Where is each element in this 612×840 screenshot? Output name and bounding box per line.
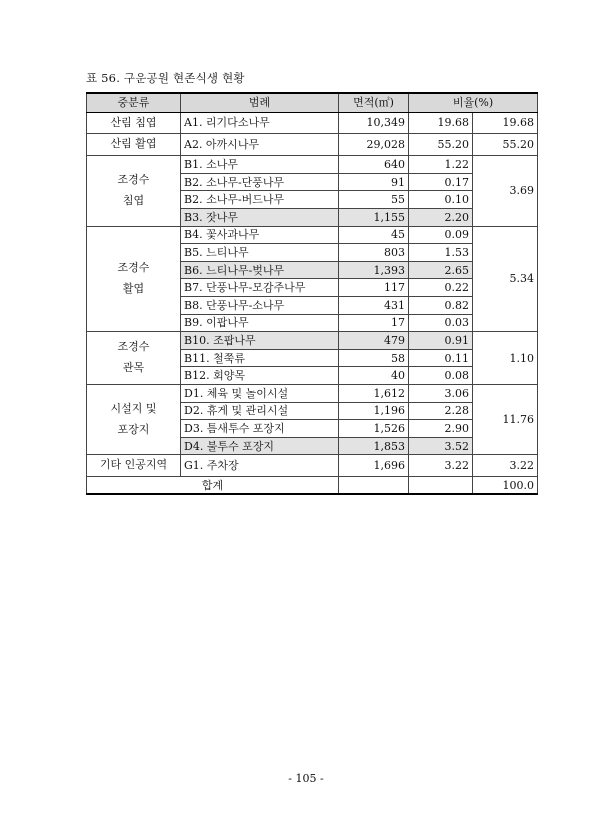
ratio-cell: 0.10 [409,191,473,209]
table-row [87,134,538,156]
category-cell: 산림 침엽 [87,112,181,134]
total-area-empty [339,477,409,495]
area-cell: 1,196 [339,402,409,420]
vegetation-table [86,92,538,495]
area-cell: 803 [339,244,409,262]
area-cell: 55 [339,191,409,209]
area-cell: 1,155 [339,209,409,227]
group-ratio-cell: 3.22 [473,455,538,477]
ratio-cell: 2.90 [409,420,473,438]
ratio-cell: 2.20 [409,209,473,227]
ratio-cell: 2.28 [409,402,473,420]
legend-cell: B6. 느티나무-벚나무 [181,261,339,279]
legend-cell: D2. 휴게 및 관리시설 [181,402,339,420]
legend-cell: A2. 아까시나무 [181,134,339,156]
ratio-cell: 0.09 [409,226,473,244]
area-cell: 640 [339,156,409,174]
legend-cell: B10. 조팝나무 [181,332,339,350]
ratio-cell: 0.82 [409,297,473,315]
ratio-cell: 0.08 [409,367,473,385]
legend-cell: D1. 체육 및 놀이시설 [181,385,339,403]
total-label: 합계 [87,477,339,495]
legend-cell: B2. 소나무-단풍나무 [181,173,339,191]
total-value: 100.0 [473,477,538,495]
area-cell: 479 [339,332,409,350]
legend-cell: D3. 틈새투수 포장지 [181,420,339,438]
category-cell: 산림 활엽 [87,134,181,156]
table-row [87,332,538,350]
header-row [87,93,538,112]
area-cell: 431 [339,297,409,315]
legend-cell: B7. 단풍나무-모감주나무 [181,279,339,297]
area-cell: 40 [339,367,409,385]
group-ratio-cell: 19.68 [473,112,538,134]
area-cell: 1,612 [339,385,409,403]
legend-cell: B1. 소나무 [181,156,339,174]
table-row [87,226,538,244]
ratio-cell: 1.53 [409,244,473,262]
area-cell: 91 [339,173,409,191]
group-ratio-cell: 3.69 [473,156,538,226]
header-area: 면적(㎡) [339,93,409,112]
group-ratio-cell: 11.76 [473,385,538,455]
table-row [87,112,538,134]
ratio-cell: 3.52 [409,437,473,455]
area-cell: 1,526 [339,420,409,438]
area-cell: 10,349 [339,112,409,134]
ratio-cell: 2.65 [409,261,473,279]
ratio-cell: 55.20 [409,134,473,156]
page-number: - 105 - [288,772,324,785]
ratio-cell: 3.06 [409,385,473,403]
area-cell: 1,696 [339,455,409,477]
table-row [87,156,538,174]
ratio-cell: 1.22 [409,156,473,174]
ratio-cell: 0.17 [409,173,473,191]
legend-cell: B2. 소나무-버드나무 [181,191,339,209]
legend-cell: A1. 리기다소나무 [181,112,339,134]
legend-cell: B11. 철쭉류 [181,349,339,367]
header-category: 중분류 [87,93,181,112]
area-cell: 1,393 [339,261,409,279]
group-ratio-cell: 5.34 [473,226,538,332]
ratio-cell: 0.11 [409,349,473,367]
ratio-cell: 0.03 [409,314,473,332]
header-legend: 범례 [181,93,339,112]
ratio-cell: 0.22 [409,279,473,297]
area-cell: 17 [339,314,409,332]
category-cell: 기타 인공지역 [87,455,181,477]
legend-cell: B9. 이팝나무 [181,314,339,332]
table-row [87,385,538,403]
ratio-cell: 3.22 [409,455,473,477]
legend-cell: B8. 단풍나무-소나무 [181,297,339,315]
legend-cell: D4. 불투수 포장지 [181,437,339,455]
legend-cell: B4. 꽃사과나무 [181,226,339,244]
area-cell: 1,853 [339,437,409,455]
category-cell: 조경수 활엽 [87,226,181,332]
legend-cell: B5. 느티나무 [181,244,339,262]
area-cell: 58 [339,349,409,367]
legend-cell: G1. 주차장 [181,455,339,477]
area-cell: 45 [339,226,409,244]
area-cell: 117 [339,279,409,297]
group-ratio-cell: 1.10 [473,332,538,385]
total-row [87,477,538,495]
category-cell: 조경수 관목 [87,332,181,385]
header-ratio: 비율(%) [409,93,538,112]
legend-cell: B3. 잣나무 [181,209,339,227]
category-cell: 시설지 및 포장지 [87,385,181,455]
table-caption: 표 56. 구운공원 현존식생 현황 [86,71,245,85]
ratio-cell: 19.68 [409,112,473,134]
category-cell: 조경수 침엽 [87,156,181,226]
group-ratio-cell: 55.20 [473,134,538,156]
ratio-cell: 0.91 [409,332,473,350]
area-cell: 29,028 [339,134,409,156]
legend-cell: B12. 회양목 [181,367,339,385]
table-row [87,455,538,477]
total-ratio-empty [409,477,473,495]
